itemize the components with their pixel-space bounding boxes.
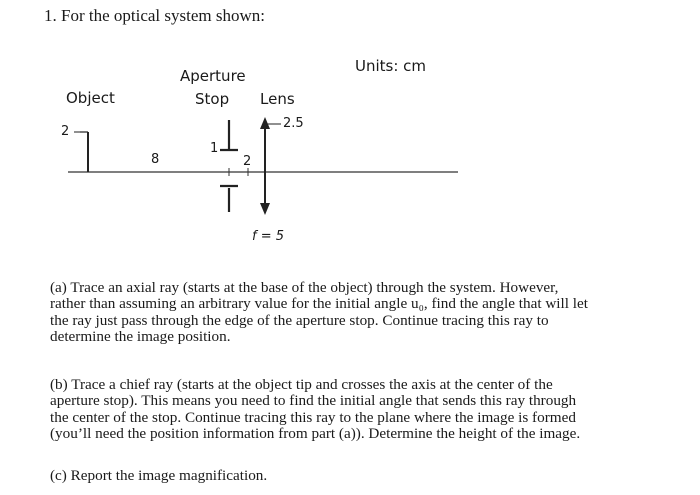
stop-label: Stop bbox=[195, 90, 230, 108]
part-a-line: rather than assuming an arbitrary value for the initial angle u₀, find the angle that will let bbox=[50, 295, 588, 313]
part-b-line: (you’ll need the position information from part (a)). Determine the height of the image. bbox=[50, 425, 581, 443]
object-stop-distance: 8 bbox=[151, 152, 160, 167]
part-a-line: (a) Trace an axial ray (starts at the base of the object) through the system. However, bbox=[50, 279, 559, 296]
part-b bbox=[50, 377, 580, 443]
part-c-line: (c) Report the image magnification. bbox=[50, 467, 268, 484]
part-a bbox=[50, 280, 588, 346]
problem-title: 1. For the optical system shown: bbox=[44, 6, 265, 25]
stop-lens-distance: 2 bbox=[243, 154, 252, 169]
stop-radius-value: 1 bbox=[210, 141, 219, 156]
object-label: Object bbox=[66, 89, 115, 107]
part-c bbox=[50, 468, 267, 484]
lens-bottom-arrowhead bbox=[260, 203, 270, 215]
lens-top-arrowhead bbox=[260, 117, 270, 129]
part-b-line: the center of the stop. Continue tracing this ray to the plane where the image is formed bbox=[50, 408, 576, 426]
units-label: Units: cm bbox=[355, 57, 427, 75]
focal-length-label: f = 5 bbox=[252, 229, 285, 244]
object-height-value: 2 bbox=[61, 124, 70, 139]
lens-radius-value: 2.5 bbox=[283, 116, 304, 131]
part-a-line: determine the image position. bbox=[50, 328, 231, 346]
part-b-line: (b) Trace a chief ray (starts at the object tip and crosses the axis at the center of the bbox=[50, 376, 553, 393]
part-b-line: aperture stop). This means you need to find the initial angle that sends this ray through bbox=[50, 392, 577, 410]
part-a-line: the ray just pass through the edge of the aperture stop. Continue tracing this ray to bbox=[50, 311, 549, 329]
lens-label: Lens bbox=[260, 90, 295, 108]
aperture-label: Aperture bbox=[180, 67, 246, 85]
